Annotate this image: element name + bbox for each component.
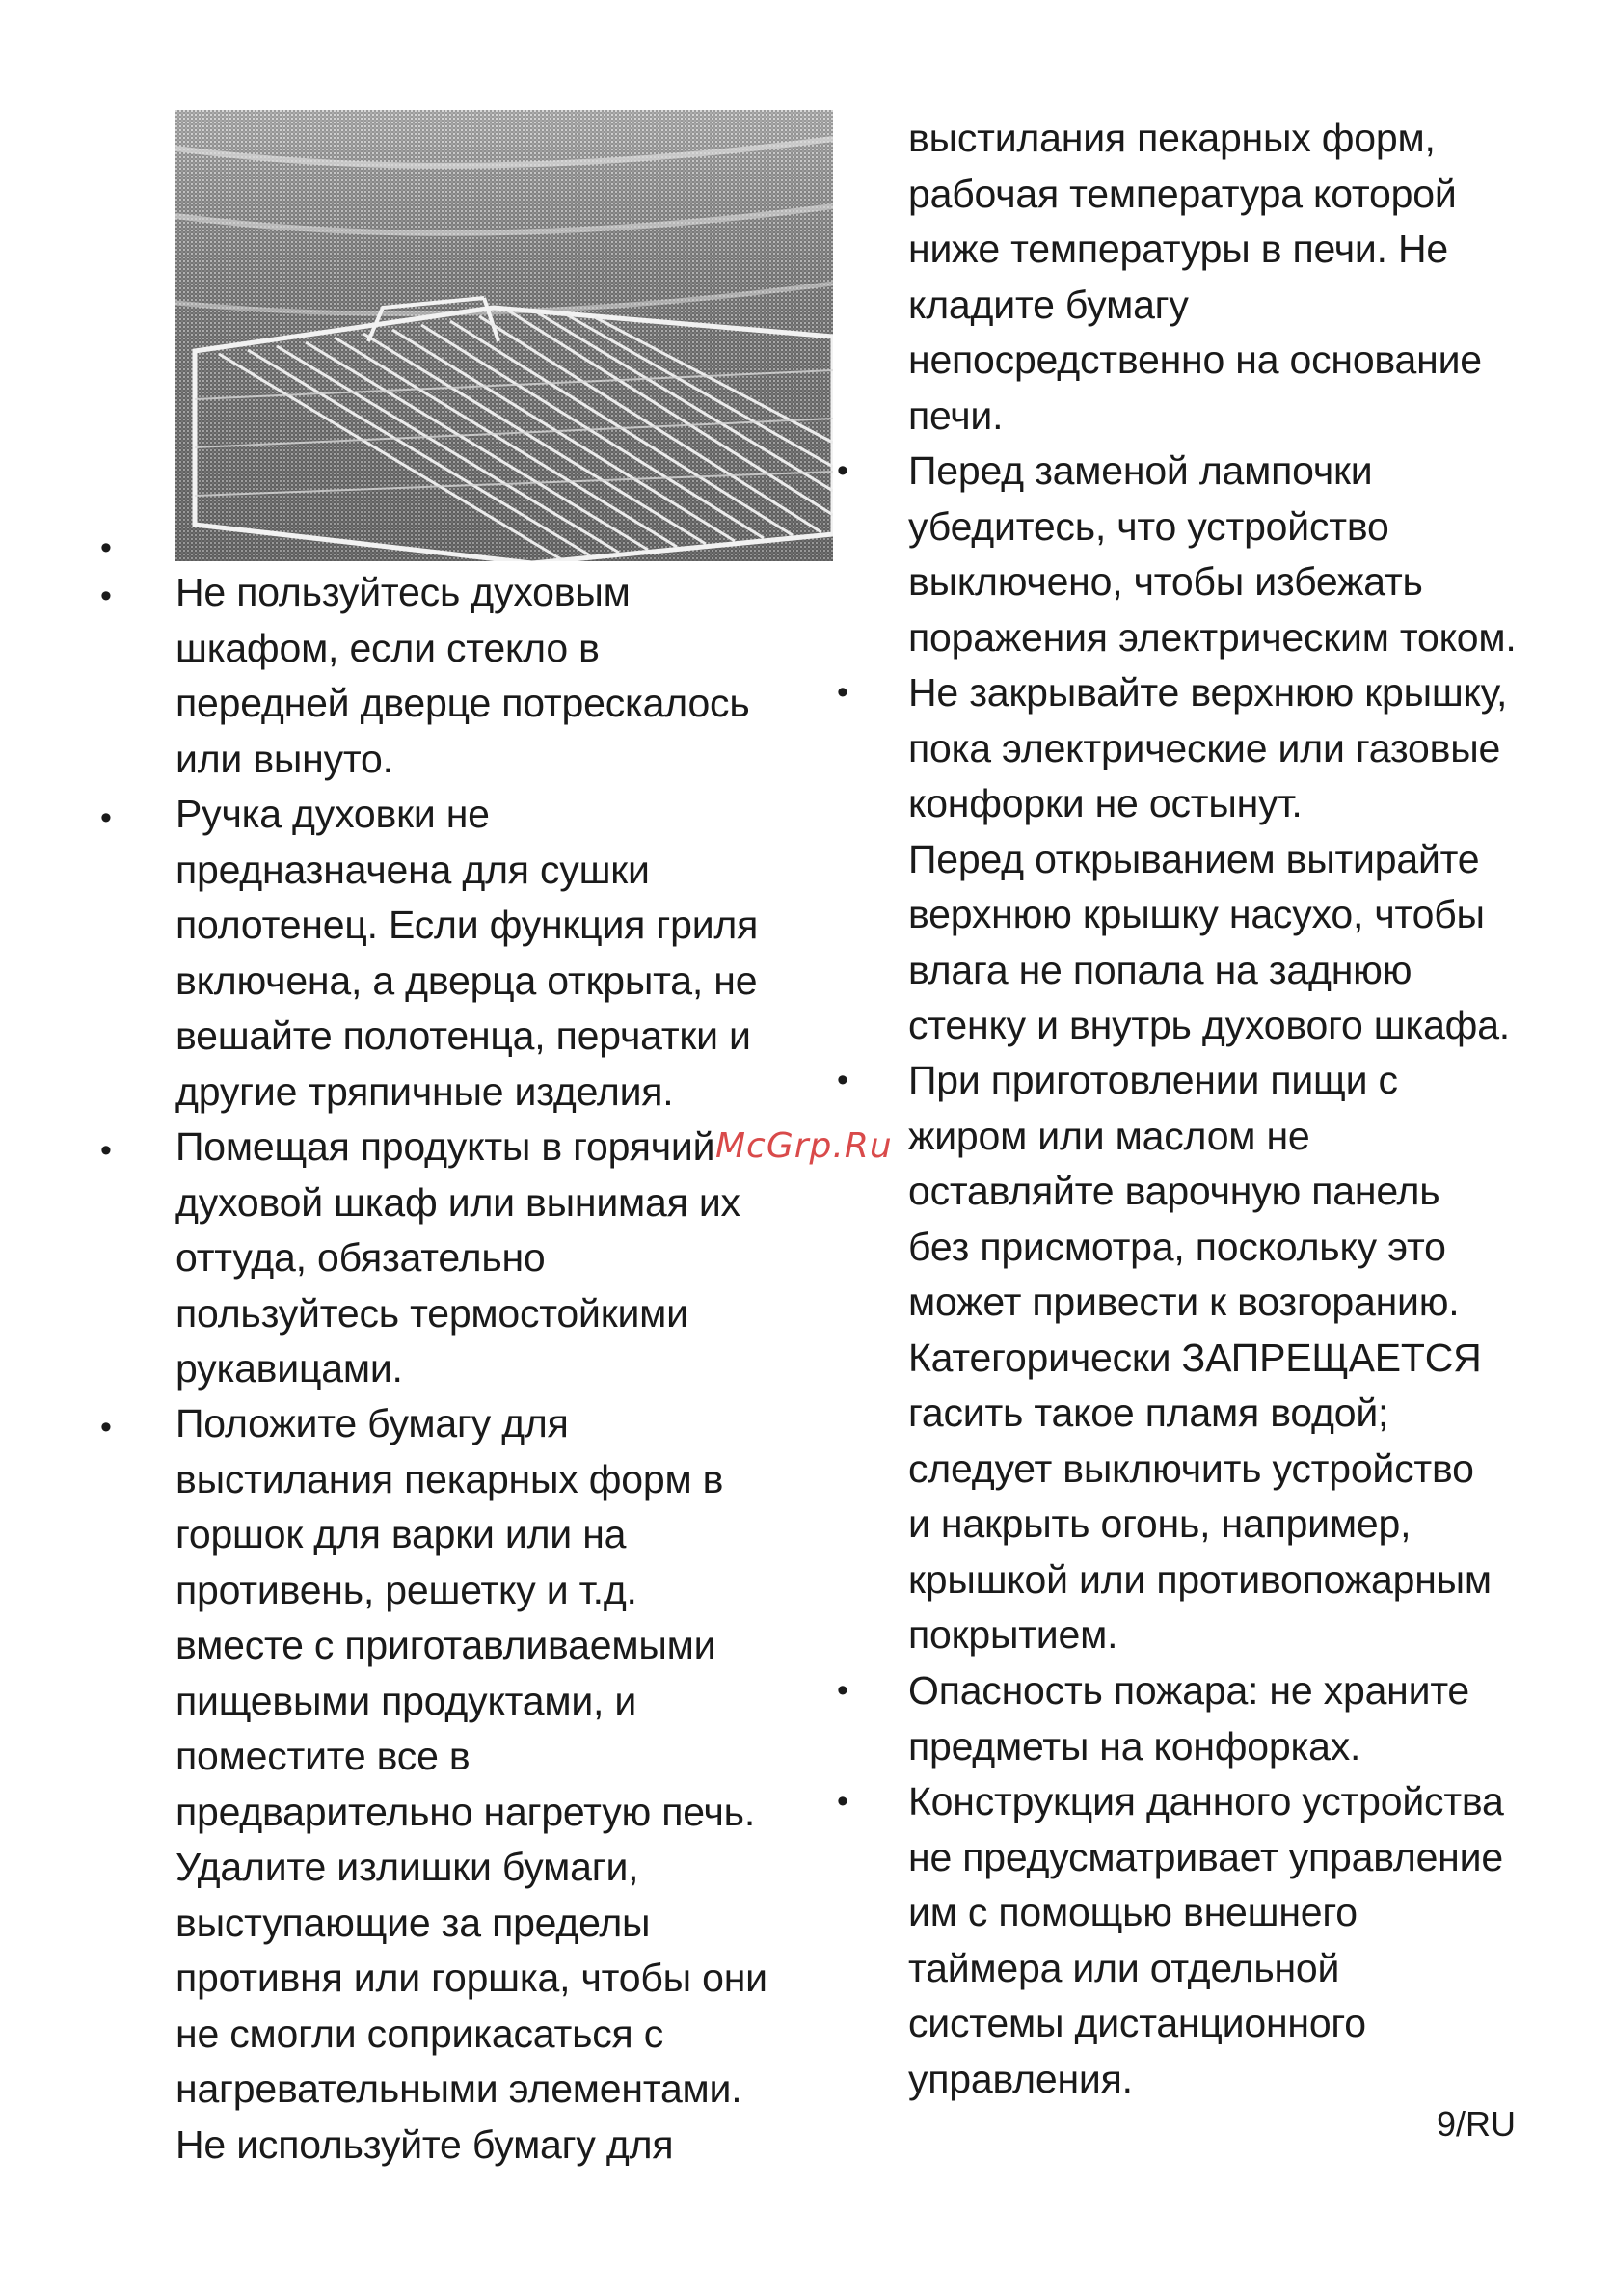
list-item-baking-paper: [175, 1396, 767, 2173]
text-line: предназначена для сушки: [175, 847, 650, 892]
list-item-fat-oil-fire: [908, 1053, 1492, 1663]
bullet-marker: •: [837, 452, 848, 489]
text-line: пользуйтесь термостойкими: [175, 1290, 688, 1336]
text-line: духовой шкаф или вынимая их: [175, 1179, 740, 1225]
text-line: может привести к возгоранию.: [908, 1280, 1460, 1324]
watermark: McGrp.Ru: [715, 1126, 893, 1166]
text-line: печи.: [908, 392, 1004, 438]
text-line: пищевыми продуктами, и: [175, 1678, 637, 1723]
list-item-top-lid: [908, 665, 1510, 1054]
text-line: противня или горшка, чтобы они: [175, 1956, 767, 2000]
bullet-marker: •: [100, 799, 112, 836]
text-line: другие тряпичные изделия.: [175, 1068, 674, 1114]
text-line: предметы на конфорках.: [908, 1723, 1361, 1769]
list-item-lamp-replacement: [908, 444, 1517, 665]
text-line: Опасность пожара: не храните: [908, 1668, 1470, 1713]
page-number: 9/RU: [1436, 2104, 1516, 2144]
text-line: жиром или маслом не: [908, 1113, 1310, 1158]
text-line: Помещая продукты в горячий: [175, 1124, 715, 1169]
text-line: гасить такое пламя водой;: [908, 1391, 1389, 1435]
text-line: им с помощью внешнего: [908, 1890, 1358, 1934]
text-line: или вынуто.: [175, 736, 393, 781]
text-line: рабочая температура которой: [908, 171, 1457, 216]
text-line: шкафом, если стекло в: [175, 625, 600, 670]
text-line: Удалите излишки бумаги,: [175, 1845, 639, 1889]
text-line: полотенец. Если функция гриля: [175, 903, 759, 947]
text-line: Категорически ЗАПРЕЩАЕТСЯ: [908, 1335, 1482, 1380]
bullet-marker: •: [100, 1409, 112, 1445]
text-line: убедитесь, что устройство: [908, 503, 1389, 549]
text-line: оттуда, обязательно: [175, 1235, 546, 1280]
bullet-marker: •: [837, 1062, 848, 1098]
text-line: пока электрические или газовые: [908, 725, 1501, 770]
text-line: Не пользуйтесь духовым: [175, 570, 631, 614]
text-line: Не закрывайте верхнюю крышку,: [908, 670, 1508, 715]
text-line: таймера или отдельной: [908, 1945, 1340, 1990]
text-line: следует выключить устройство: [908, 1445, 1474, 1491]
text-line: рукавицами.: [175, 1346, 403, 1391]
text-line: выступающие за пределы: [175, 1900, 651, 1945]
bullet-marker: •: [837, 1783, 848, 1820]
text-line: горшок для варки или на: [175, 1512, 627, 1556]
text-line: Не используйте бумагу для: [175, 2121, 674, 2167]
bullet-marker: •: [837, 1672, 848, 1709]
list-item-handle-towels: [175, 787, 758, 1120]
oven-rack-photo: [175, 110, 833, 561]
text-line: включена, а дверца открыта, не: [175, 958, 758, 1003]
text-line: стенку и внутрь духового шкафа.: [908, 1003, 1510, 1047]
bullet-marker: •: [100, 1132, 112, 1169]
text-line: оставляйте варочную панель: [908, 1169, 1440, 1213]
text-line: выключено, чтобы избежать: [908, 559, 1423, 604]
text-line: передней дверце потрескалось: [175, 681, 750, 725]
list-item-cracked-glass: [175, 565, 750, 787]
text-line: управления.: [908, 2056, 1133, 2101]
text-line: вместе с приготавливаемыми: [175, 1623, 716, 1667]
text-line: конфорки не остынут.: [908, 781, 1303, 825]
text-line: крышкой или противопожарным: [908, 1556, 1492, 1602]
text-line: противень, решетку и т.д.: [175, 1567, 637, 1612]
text-line: поражения электрическим током.: [908, 614, 1517, 660]
text-line: не предусматривает управление: [908, 1834, 1503, 1879]
text-line: без присмотра, поскольку это: [908, 1224, 1446, 1269]
text-line: Перед открыванием вытирайте: [908, 836, 1480, 881]
text-line: поместите все в: [175, 1734, 471, 1778]
bullet-marker: •: [837, 674, 848, 711]
text-line: не смогли соприкасаться с: [175, 2011, 664, 2056]
text-line: кладите бумагу: [908, 282, 1189, 327]
list-item-no-external-timer: [908, 1774, 1504, 2107]
text-line: ниже температуры в печи. Не: [908, 227, 1448, 271]
text-line: Положите бумагу для: [175, 1401, 569, 1445]
text-line: покрытием.: [908, 1612, 1118, 1657]
text-line: вешайте полотенца, перчатки и: [175, 1013, 751, 1058]
text-line: и накрыть огонь, например,: [908, 1501, 1412, 1546]
bullet-marker: •: [100, 529, 112, 566]
text-line: Конструкция данного устройства: [908, 1779, 1504, 1823]
list-item-fire-hazard: [908, 1663, 1469, 1774]
list-item-continued-paper: [908, 111, 1482, 444]
text-line: Ручка духовки не: [175, 792, 490, 836]
list-item-oven-mitts: [175, 1120, 740, 1397]
text-line: верхнюю крышку насухо, чтобы: [908, 892, 1485, 936]
text-line: Перед заменой лампочки: [908, 448, 1373, 493]
text-line: системы дистанционного: [908, 2001, 1366, 2045]
text-line: При приготовлении пищи с: [908, 1058, 1398, 1102]
bullet-marker: •: [100, 578, 112, 614]
text-line: нагревательными элементами.: [175, 2066, 742, 2111]
text-line: выстилания пекарных форм,: [908, 116, 1436, 160]
text-line: выстилания пекарных форм в: [175, 1456, 724, 1501]
text-line: предварительно нагретую печь.: [175, 1789, 756, 1834]
text-line: непосредственно на основание: [908, 338, 1482, 382]
text-line: влага не попала на заднюю: [908, 947, 1412, 992]
